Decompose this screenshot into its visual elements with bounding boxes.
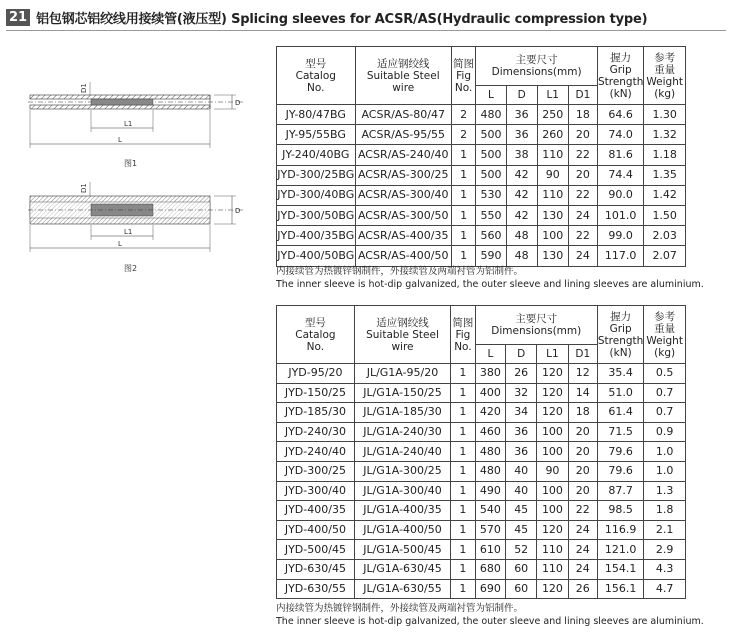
spec-table-jl-g1a (276, 305, 686, 599)
table-cell: 35.4 (597, 364, 643, 384)
table-cell: 110 (537, 145, 568, 165)
fig2-l1-label: L1 (124, 228, 133, 236)
table-cell: 42 (506, 185, 537, 205)
table-cell: 79.6 (597, 442, 643, 462)
table-cell: 42 (506, 205, 537, 225)
table-cell: 26 (568, 579, 597, 599)
table-cell: 20 (568, 481, 597, 501)
fig1-l-label: L (118, 136, 122, 144)
table-cell: JYD-300/25BG (277, 165, 356, 185)
table-cell: 24 (568, 540, 597, 560)
table-cell: ACSR/AS-400/35 (355, 226, 451, 246)
table-cell: JY-95/55BG (277, 125, 356, 145)
table-row (277, 481, 686, 501)
fig1-caption: 图1 (124, 159, 138, 168)
table-cell: 61.4 (597, 403, 643, 423)
table-cell: 1 (451, 579, 475, 599)
table-cell: ACSR/AS-80/47 (355, 105, 451, 125)
fig2-caption: 图2 (124, 264, 138, 273)
fig2-d1-label: D1 (80, 183, 88, 193)
section-title: 铝包钢芯铝绞线用接续管(液压型) Splicing sleeves for ACSR/AS(Hydraulic compression type) (36, 11, 648, 27)
table-row (277, 125, 686, 145)
table-cell: JYD-240/40 (277, 442, 355, 462)
table-cell: JYD-300/50BG (277, 205, 356, 225)
table-cell: 34 (506, 403, 537, 423)
figure-2-drawing (26, 180, 256, 280)
table-cell: 2.9 (644, 540, 686, 560)
table-cell: JY-240/40BG (277, 145, 356, 165)
table-cell: 0.9 (644, 422, 686, 442)
table-cell: 1 (451, 422, 475, 442)
header-d1: D1 (568, 86, 597, 105)
table-cell: 154.1 (597, 559, 643, 579)
table-cell: 1.3 (644, 481, 686, 501)
table-cell: 480 (475, 461, 506, 481)
table-cell: 120 (537, 520, 568, 540)
header-l1: L1 (537, 86, 568, 105)
table-cell: 1 (451, 520, 475, 540)
header-catalog: 型号 Catalog No. (277, 47, 356, 105)
table-cell: 500 (476, 165, 506, 185)
section-header (6, 6, 647, 28)
table-cell: 110 (537, 559, 568, 579)
table-cell: 74.0 (597, 125, 643, 145)
table-cell: 99.0 (597, 226, 643, 246)
table-row (277, 364, 686, 384)
table-cell: 18 (568, 403, 597, 423)
table-cell: 100 (537, 422, 568, 442)
table-row (277, 383, 686, 403)
table-cell: JL/G1A-500/45 (354, 540, 450, 560)
table-cell: JL/G1A-630/55 (354, 579, 450, 599)
table-cell: 48 (506, 246, 537, 266)
table-cell: 1 (451, 540, 475, 560)
table-cell: 1 (451, 364, 475, 384)
table-cell: 480 (475, 442, 506, 462)
table-cell: 48 (506, 226, 537, 246)
table-cell: 1 (451, 481, 475, 501)
table-cell: ACSR/AS-300/25 (355, 165, 451, 185)
table-cell: JYD-300/40 (277, 481, 355, 501)
table-cell: 90 (537, 165, 568, 185)
table-cell: 690 (475, 579, 506, 599)
table-cell: ACSR/AS-95/55 (355, 125, 451, 145)
table-cell: 1 (451, 165, 475, 185)
table-cell: ACSR/AS-300/50 (355, 205, 451, 225)
table-cell: 120 (537, 403, 568, 423)
table-cell: JYD-300/25 (277, 461, 355, 481)
header-d: D (506, 345, 537, 364)
table-cell: 90.0 (597, 185, 643, 205)
header-fig: 简图 Fig No. (451, 47, 475, 105)
table-cell: 1 (451, 403, 475, 423)
table-cell: 101.0 (597, 205, 643, 225)
header-grip: 握力 Grip Strength (kN) (597, 306, 643, 364)
header-d1: D1 (568, 345, 597, 364)
table-cell: 1 (451, 205, 475, 225)
table-cell: 26 (506, 364, 537, 384)
table-cell: 560 (476, 226, 506, 246)
table-cell: 45 (506, 501, 537, 521)
table-cell: JL/G1A-150/25 (354, 383, 450, 403)
table-cell: JL/G1A-400/35 (354, 501, 450, 521)
table1-note-cn: 内接续管为热镀锌钢制件，外接续管及两端衬管为铝制件。 (276, 266, 524, 277)
table-cell: 1.0 (644, 442, 686, 462)
table-cell: 4.3 (644, 559, 686, 579)
table-cell: 36 (506, 422, 537, 442)
table-row (277, 403, 686, 423)
section-number: 21 (6, 9, 30, 26)
table-cell: JYD-400/35 (277, 501, 355, 521)
header-weight: 参考 重量 Weight (kg) (644, 47, 686, 105)
table-cell: 100 (537, 226, 568, 246)
table-cell: 2 (451, 105, 475, 125)
table-cell: 38 (506, 145, 537, 165)
table-cell: 1.50 (644, 205, 686, 225)
table-cell: 610 (475, 540, 506, 560)
table-cell: JYD-500/45 (277, 540, 355, 560)
table-cell: JL/G1A-95/20 (354, 364, 450, 384)
table-cell: JYD-400/35BG (277, 226, 356, 246)
table-row (277, 145, 686, 165)
table-cell: 100 (537, 481, 568, 501)
table-row (277, 442, 686, 462)
table-cell: 52 (506, 540, 537, 560)
table-cell: 20 (568, 461, 597, 481)
table-cell: 100 (537, 442, 568, 462)
header-weight: 参考 重量 Weight (kg) (644, 306, 686, 364)
header-dimensions: 主要尺寸 Dimensions(mm) (476, 47, 598, 86)
figure-1-drawing (26, 80, 256, 175)
table-cell: 250 (537, 105, 568, 125)
table-cell: 1 (451, 226, 475, 246)
table-cell: ACSR/AS-240/40 (355, 145, 451, 165)
table-cell: 116.9 (597, 520, 643, 540)
table-cell: 45 (506, 520, 537, 540)
table-cell: 4.7 (644, 579, 686, 599)
table-cell: 40 (506, 481, 537, 501)
table-cell: 0.7 (644, 383, 686, 403)
table-cell: 20 (568, 422, 597, 442)
table-cell: 1 (451, 145, 475, 165)
table-cell: JYD-300/40BG (277, 185, 356, 205)
table-cell: JL/G1A-400/50 (354, 520, 450, 540)
table-row (277, 540, 686, 560)
header-wire: 适应钢绞线 Suitable Steel wire (355, 47, 451, 105)
table-row (277, 165, 686, 185)
table-cell: 380 (475, 364, 506, 384)
table-cell: 12 (568, 364, 597, 384)
table-cell: 400 (475, 383, 506, 403)
table-cell: 24 (568, 520, 597, 540)
table-cell: 460 (475, 422, 506, 442)
fig1-d1-label: D1 (80, 83, 88, 93)
table-cell: 420 (475, 403, 506, 423)
table-cell: JY-80/47BG (277, 105, 356, 125)
header-wire: 适应钢绞线 Suitable Steel wire (354, 306, 450, 364)
table-cell: 117.0 (597, 246, 643, 266)
table-cell: 1 (451, 383, 475, 403)
table-cell: 18 (568, 105, 597, 125)
table-cell: 32 (506, 383, 537, 403)
table-row (277, 501, 686, 521)
header-l: L (475, 345, 506, 364)
table-cell: 36 (506, 105, 537, 125)
table-row (277, 422, 686, 442)
table-cell: JYD-400/50 (277, 520, 355, 540)
table-cell: 74.4 (597, 165, 643, 185)
header-fig: 简图 Fig No. (451, 306, 475, 364)
table-cell: 110 (537, 185, 568, 205)
table-cell: 24 (568, 205, 597, 225)
header-l: L (476, 86, 506, 105)
table-cell: 22 (568, 501, 597, 521)
table-cell: JYD-150/25 (277, 383, 355, 403)
table-cell: 130 (537, 205, 568, 225)
header-divider (6, 30, 726, 31)
table-cell: 24 (568, 246, 597, 266)
table2-note-cn: 内接续管为热镀锌钢制件，外接续管及两端衬管为铝制件。 (276, 603, 524, 614)
table1-note-en: The inner sleeve is hot-dip galvanized, the outer sleeve and lining sleeves are aluminium. (276, 279, 704, 290)
table-cell: 121.0 (597, 540, 643, 560)
fig1-d-label: D (235, 99, 241, 107)
table-cell: 500 (476, 145, 506, 165)
table-cell: 36 (506, 125, 537, 145)
table-cell: JYD-630/45 (277, 559, 355, 579)
table-cell: 2.1 (644, 520, 686, 540)
table-cell: JL/G1A-300/25 (354, 461, 450, 481)
table-cell: 1.32 (644, 125, 686, 145)
table-cell: JYD-95/20 (277, 364, 355, 384)
fig1-l1-label: L1 (124, 120, 133, 128)
table-row (277, 205, 686, 225)
header-d: D (506, 86, 537, 105)
table-cell: 2 (451, 125, 475, 145)
table-cell: 2.07 (644, 246, 686, 266)
table-cell: 81.6 (597, 145, 643, 165)
table-cell: JYD-240/30 (277, 422, 355, 442)
table-row (277, 226, 686, 246)
header-catalog: 型号 Catalog No. (277, 306, 355, 364)
table-cell: 500 (476, 125, 506, 145)
table-cell: ACSR/AS-400/50 (355, 246, 451, 266)
table-row (277, 579, 686, 599)
table-cell: 36 (506, 442, 537, 462)
table-cell: 120 (537, 579, 568, 599)
table-cell: 1 (451, 461, 475, 481)
table-cell: JL/G1A-240/30 (354, 422, 450, 442)
table-cell: 20 (568, 442, 597, 462)
table-cell: 20 (568, 125, 597, 145)
table-cell: 480 (476, 105, 506, 125)
table-cell: JL/G1A-185/30 (354, 403, 450, 423)
table-cell: 1.30 (644, 105, 686, 125)
table-cell: 130 (537, 246, 568, 266)
table-cell: 2.03 (644, 226, 686, 246)
table-cell: 120 (537, 364, 568, 384)
table-cell: 1.42 (644, 185, 686, 205)
table-cell: 71.5 (597, 422, 643, 442)
table-cell: 90 (537, 461, 568, 481)
table-cell: JYD-185/30 (277, 403, 355, 423)
table-cell: 20 (568, 165, 597, 185)
header-grip: 握力 Grip Strength (kN) (597, 47, 643, 105)
table-cell: JYD-400/50BG (277, 246, 356, 266)
header-l1: L1 (537, 345, 568, 364)
table-cell: 0.5 (644, 364, 686, 384)
table-cell: 22 (568, 226, 597, 246)
table-row (277, 246, 686, 266)
table-cell: JL/G1A-240/40 (354, 442, 450, 462)
table-cell: 120 (537, 383, 568, 403)
table-cell: 60 (506, 559, 537, 579)
table-cell: 260 (537, 125, 568, 145)
table-cell: JL/G1A-300/40 (354, 481, 450, 501)
table-cell: 100 (537, 501, 568, 521)
table-row (277, 559, 686, 579)
table-cell: 64.6 (597, 105, 643, 125)
table-cell: 1 (451, 501, 475, 521)
table-cell: 550 (476, 205, 506, 225)
table-cell: 98.5 (597, 501, 643, 521)
table-cell: 79.6 (597, 461, 643, 481)
table-row (277, 520, 686, 540)
table-cell: JL/G1A-630/45 (354, 559, 450, 579)
table-cell: 590 (476, 246, 506, 266)
table-cell: 87.7 (597, 481, 643, 501)
table2-note-en: The inner sleeve is hot-dip galvanized, the outer sleeve and lining sleeves are aluminium. (276, 616, 704, 627)
table-cell: 22 (568, 185, 597, 205)
table-cell: 570 (475, 520, 506, 540)
table-cell: 14 (568, 383, 597, 403)
table-cell: 1 (451, 185, 475, 205)
table-row (277, 105, 686, 125)
table-cell: 51.0 (597, 383, 643, 403)
table-cell: ACSR/AS-300/40 (355, 185, 451, 205)
fig2-l-label: L (118, 240, 122, 248)
table-cell: 40 (506, 461, 537, 481)
table-cell: 1.35 (644, 165, 686, 185)
table-cell: 22 (568, 145, 597, 165)
table-cell: 0.7 (644, 403, 686, 423)
table-cell: 1.18 (644, 145, 686, 165)
table-cell: 1.8 (644, 501, 686, 521)
table-cell: 110 (537, 540, 568, 560)
table-cell: JYD-630/55 (277, 579, 355, 599)
table-cell: 490 (475, 481, 506, 501)
table-row (277, 461, 686, 481)
table-cell: 530 (476, 185, 506, 205)
table-cell: 1 (451, 442, 475, 462)
table-cell: 1.0 (644, 461, 686, 481)
table-cell: 42 (506, 165, 537, 185)
table-cell: 60 (506, 579, 537, 599)
table-cell: 680 (475, 559, 506, 579)
spec-table-acsr-as (276, 46, 686, 267)
table-cell: 540 (475, 501, 506, 521)
table-cell: 1 (451, 559, 475, 579)
table-cell: 24 (568, 559, 597, 579)
table-cell: 1 (451, 246, 475, 266)
table-cell: 156.1 (597, 579, 643, 599)
header-dimensions: 主要尺寸 Dimensions(mm) (475, 306, 597, 345)
fig2-d-label: D (235, 207, 241, 215)
table-row (277, 185, 686, 205)
